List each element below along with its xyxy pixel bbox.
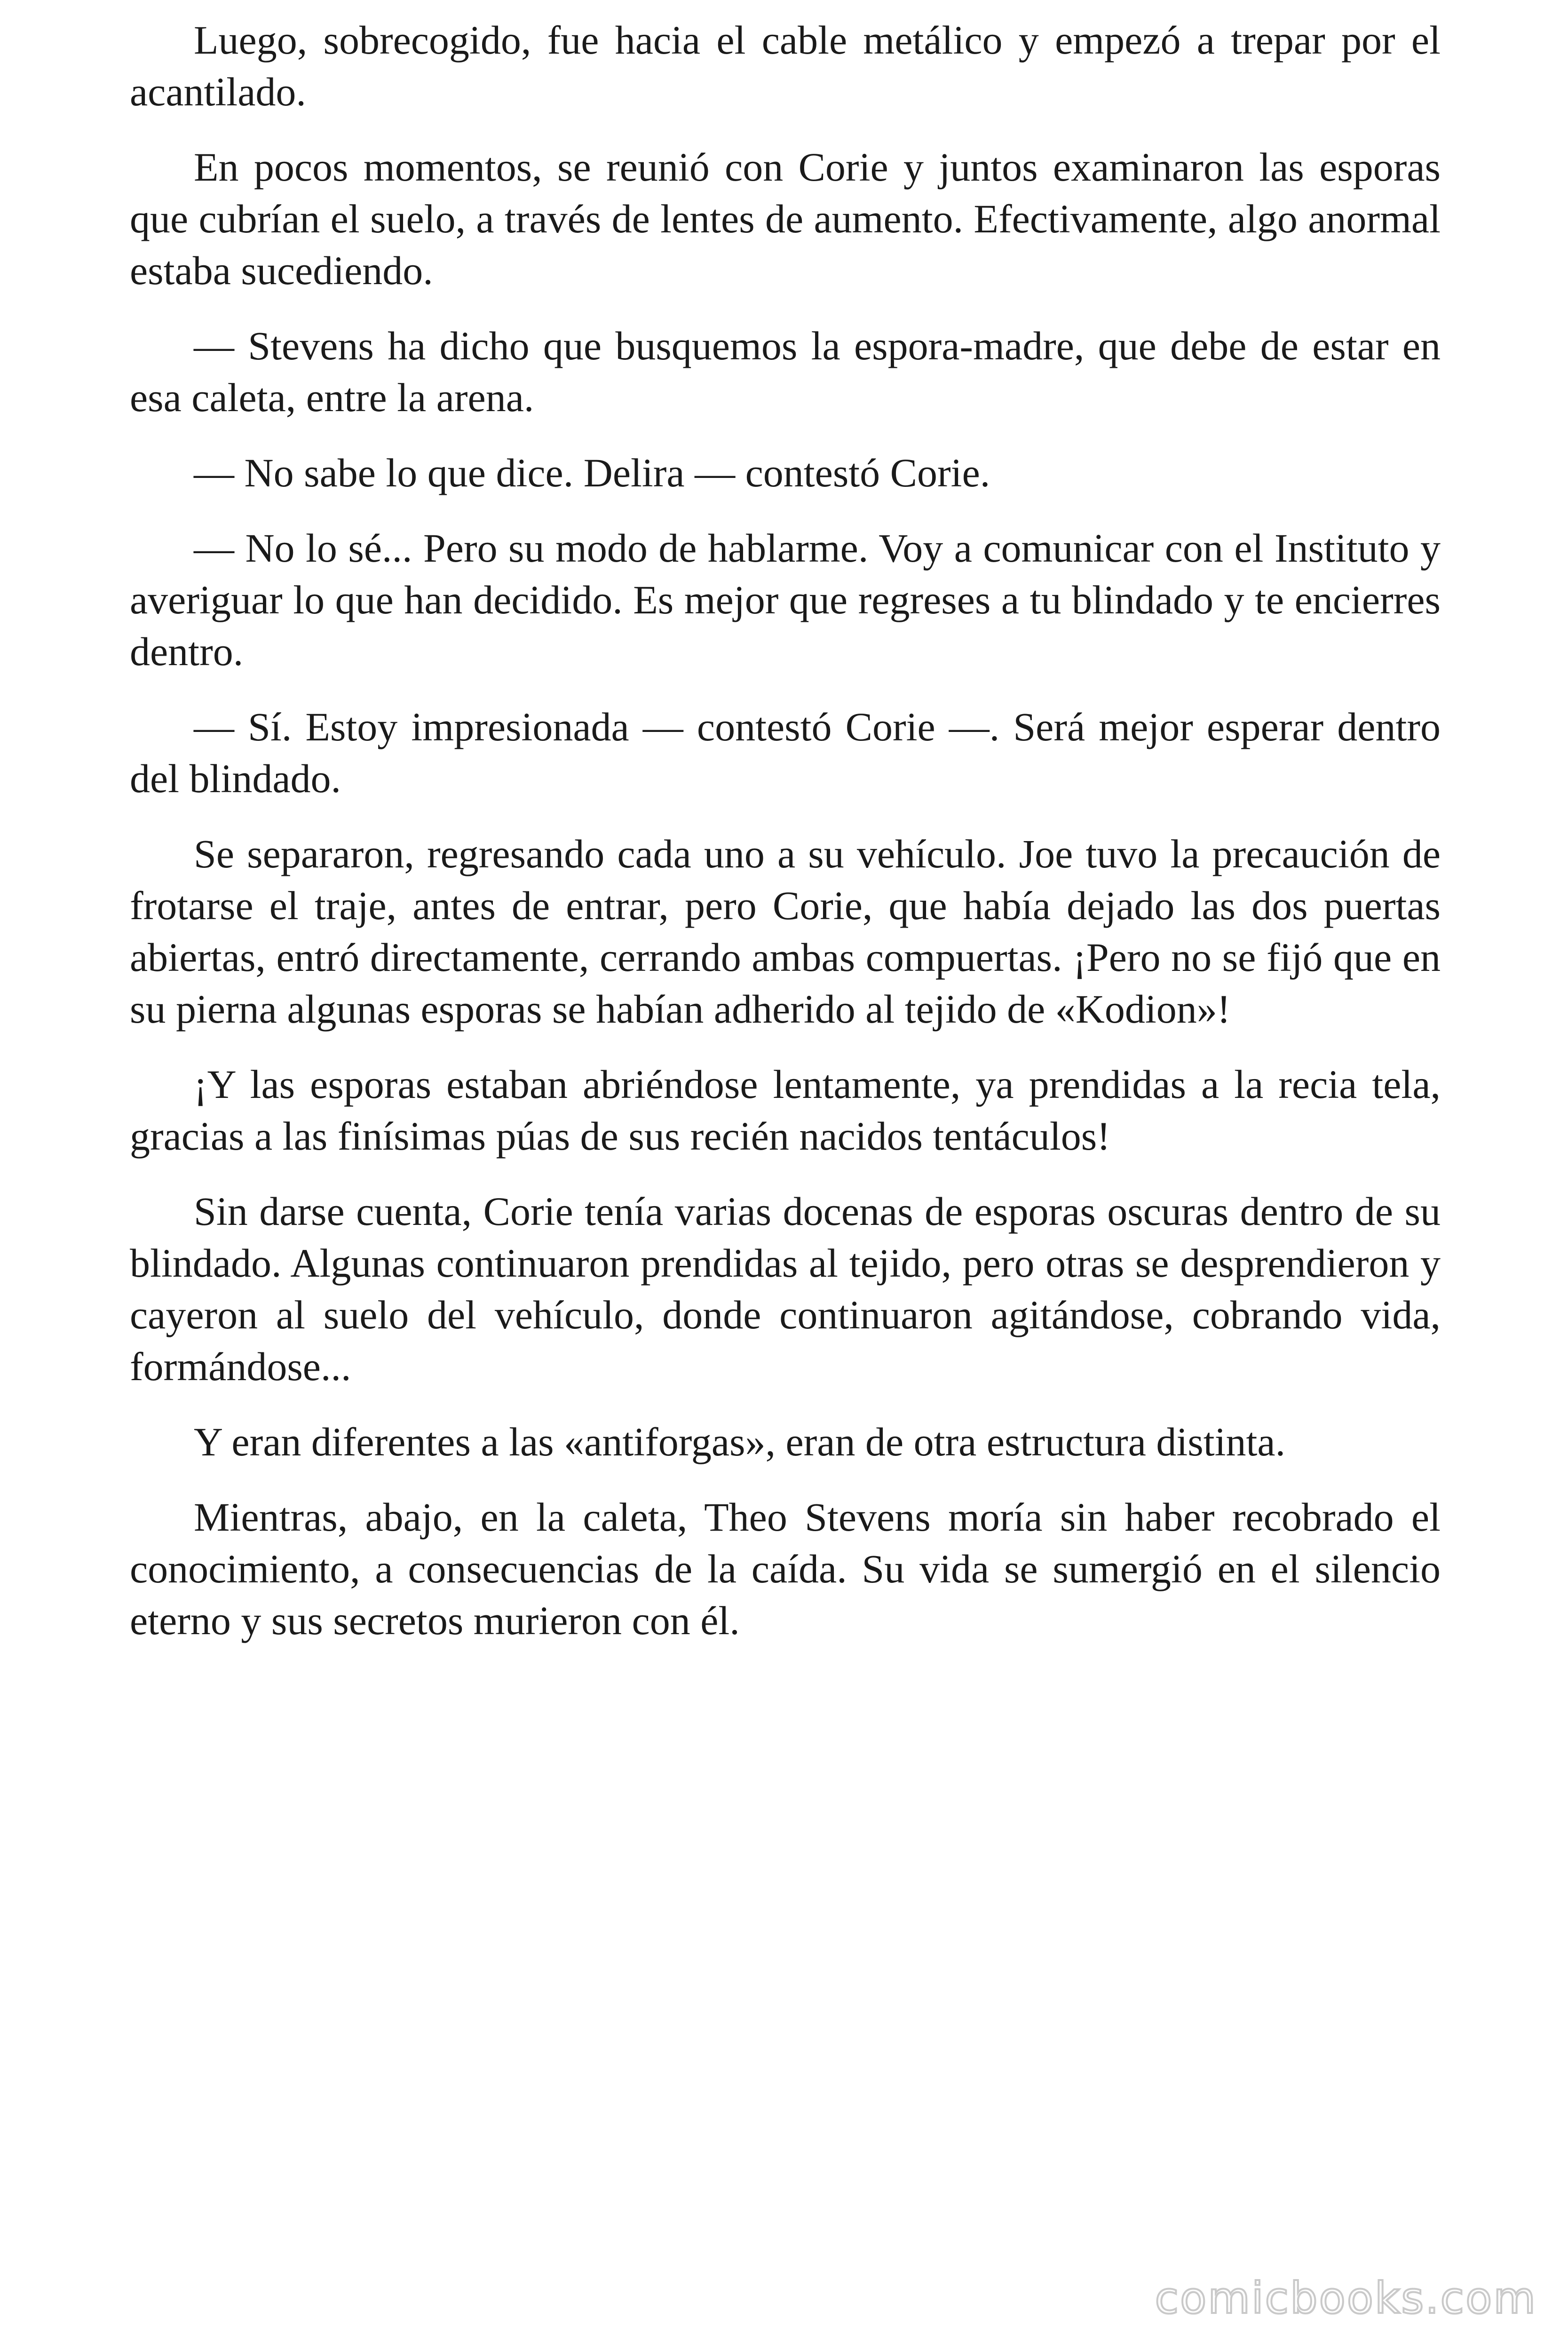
site-watermark: comicbooks.com	[1155, 2273, 1537, 2323]
paragraph: Mientras, abajo, en la caleta, Theo Stevens moría sin haber recobrado el conocimiento, a consecuencias de la caída. Su vida se sumergió en el silencio eterno y sus secretos murieron con él.	[130, 1494, 1441, 1643]
paragraph: — Sí. Estoy impresionada — contestó Corie —. Será mejor esperar dentro del blindado.	[130, 704, 1441, 801]
paragraph: — Stevens ha dicho que busquemos la espora-madre, que debe de estar en esa caleta, entre la arena.	[130, 323, 1441, 420]
page-body-text	[130, 14, 1441, 1670]
paragraph: En pocos momentos, se reunió con Corie y juntos examinaron las esporas que cubrían el suelo, a través de lentes de aumento. Efectivamente, algo anormal estaba sucediendo.	[130, 144, 1441, 293]
paragraph: Luego, sobrecogido, fue hacia el cable metálico y empezó a trepar por el acantilado.	[130, 17, 1441, 114]
paragraph: Sin darse cuenta, Corie tenía varias docenas de esporas oscuras dentro de su blindado. Algunas continuaron prendidas al tejido, pero otras se desprendieron y cayeron al suelo del vehículo, donde continuaron agitándose, cobrando vida, formándose...	[130, 1189, 1441, 1389]
paragraph: ¡Y las esporas estaban abriéndose lentamente, ya prendidas a la recia tela, gracias a las finísimas púas de sus recién nacidos tentáculos!	[130, 1062, 1441, 1159]
paragraph: Se separaron, regresando cada uno a su vehículo. Joe tuvo la precaución de frotarse el traje, antes de entrar, pero Corie, que había dejado las dos puertas abiertas, entró directamente, cerrando ambas compuertas. ¡Pero no se fijó que en su pierna algunas esporas se habían adherido al tejido de «Kodion»!	[130, 831, 1441, 1032]
paragraph: Y eran diferentes a las «antiforgas», eran de otra estructura distinta.	[194, 1419, 1286, 1464]
paragraph: — No sabe lo que dice. Delira — contestó Corie.	[194, 450, 990, 495]
paragraph: — No lo sé... Pero su modo de hablarme. Voy a comunicar con el Instituto y averiguar lo que han decidido. Es mejor que regreses a tu blindado y te encierres dentro.	[130, 525, 1441, 674]
